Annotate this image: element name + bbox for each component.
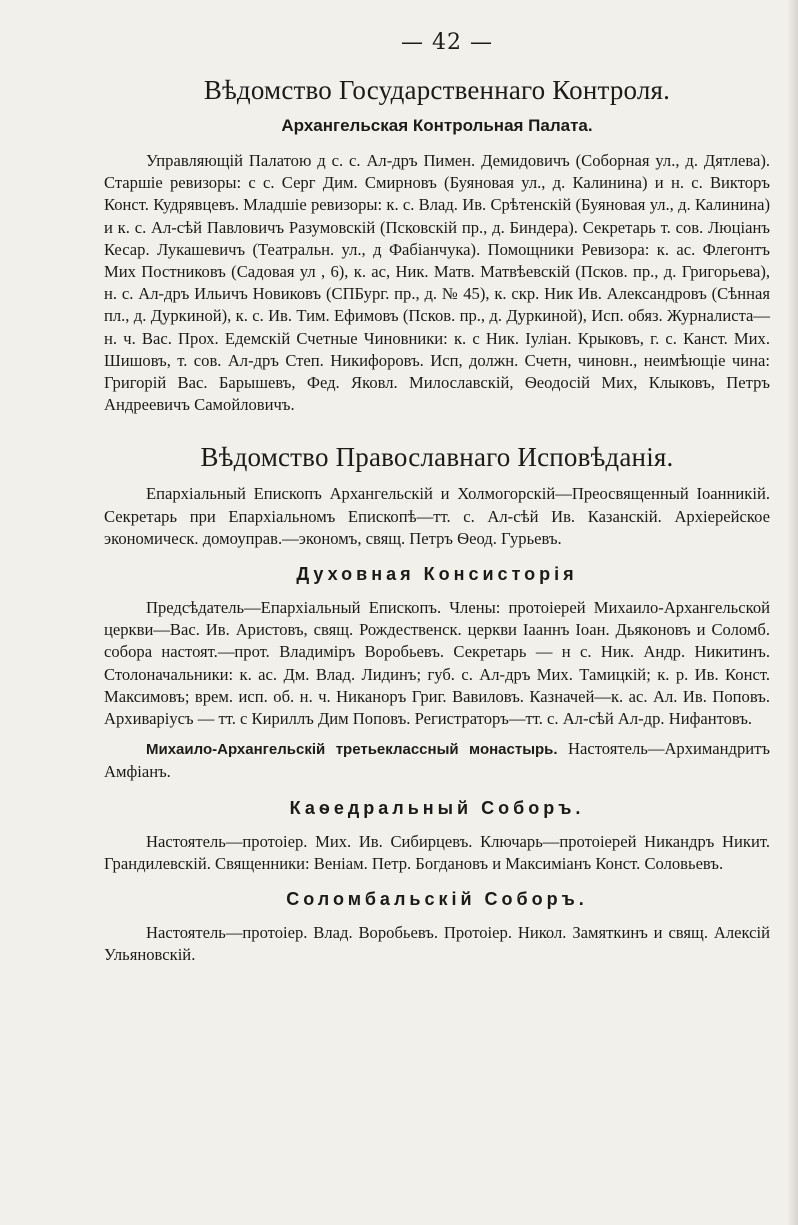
section-gap <box>104 424 770 442</box>
paragraph-solombala: Настоятель—протоіер. Влад. Воробьевъ. Протоіер. Никол. Замяткинъ и свящ. Алексій Ульяновскій. <box>104 923 770 965</box>
paragraph-control-chamber: Управляющій Палатою д с. с. Ал-дръ Пимен. Демидовичъ (Соборная ул., д. Дятлева). Старшіе ревизоры: с с. Серг Дим. Смирновъ (Буяновая ул., д. Калинина) и н. с. Викторъ Конст. Кудрявцевъ. Младшіе ревизоры: к. с. Влад. Ив. Срѣтенскій (Буяновая ул., д. Калинина) и к. с. Ал-сѣй Павловичъ Разумовскій (Псковскій пр., д. Биндера). Секретарь т. сов. Люціанъ Кесар. Лукашевичъ (Театральн. ул., д Фабіанчука). Помощники Ревизора: к. ас. Флегонтъ Мих Постниковъ (Садовая ул , 6), к. ас, Ник. Матв. Матвѣевскій (Псков. пр., д. Григорьева), н. с. Ал-дръ Ильичъ Новиковъ (СПБург. пр., д. № 45), к. скр. Ник Ив. Александровъ (Сѣнная пл., д. Дуркиной), к. с. Ив. Тим. Ефимовъ (Псков. пр., д. Дуркиной), Исп. обяз. Журналиста—н. ч. Вас. Прох. Едемскій Счетные Чиновники: к. с Ник. Іуліан. Крыковъ, г. с. Канст. Мих. Шишовъ, т. сов. Ал-дръ Степ. Никифоровъ. Исп, должн. Счетн, чиновн., неимѣющіе чина: Григорій Вас. Барышевъ, Фед. Яковл. Милославскій, Ѳеодосій Мих, Клыковъ, Петръ Андреевичъ Самойловичъ. <box>104 151 770 415</box>
paragraph-monastery <box>104 738 770 783</box>
heading-cathedral: Каѳедральный Соборъ. <box>289 797 585 818</box>
heading-orthodox-dept: Вѣдомство Православнаго Исповѣданія. <box>200 442 674 473</box>
heading-state-control: Вѣдомство Государственнаго Контроля. <box>203 75 671 105</box>
paragraph-cathedral: Настоятель—протоіер. Мих. Ив. Сибирцевъ. Ключарь—протоіерей Никандръ Никит. Грандилевскій. Священники: Веніам. Петр. Богдановъ и Максиміанъ Конст. Соловьевъ. <box>104 831 770 873</box>
page-number: — 42 — <box>401 30 493 55</box>
subheading-control-chamber: Архангельская Контрольная Палата. <box>281 116 593 135</box>
monastery-text: Настоятель—Архимандритъ Амфіанъ. <box>104 739 770 782</box>
monastery-name: Михаило-Архангельскій третьеклассный монастырь. <box>146 741 558 759</box>
heading-consistory: Духовная Консисторія <box>296 564 578 585</box>
paragraph-consistory: Предсѣдатель—Епархіальный Епископъ. Члены: протоіерей Михаило-Архангельской церкви—Вас. Ив. Аристовъ, свящ. Рождественск. церкви Іааннъ Іоан. Дьяконовъ и Соломб. собора настоят.—прот. Владиміръ Воробьевъ. Секретарь — н с. Ник. Андр. Никитинъ. Столоначальники: к. ас. Дм. Влад. Лидинъ; губ. с. Ал-дръ Мих. Тамицкій; к. р. Ив. Конст. Максимовъ; врем. исп. об. н. ч. Никаноръ Григ. Вавиловъ. Казначей—к. ас. Ал. Ив. Поповъ. Архиваріусъ — тт. с Кириллъ Дим Поповъ. Регистраторъ—тт. с. Ал-сѣй Ал-др. Нифантовъ. <box>104 598 770 729</box>
heading-solombala: Соломбальскій Соборъ. <box>286 889 588 910</box>
paragraph-orthodox-dept: Епархіальный Епископъ Архангельскій и Холмогорскій—Преосвященный Іоанникій. Секретарь при Епархіальномъ Епископѣ—тт. с. Ал-сѣй Ив. Казанскій. Архіерейское экономическ. домоуправ.—экономъ, свящ. Петръ Ѳеод. Гурьевъ. <box>104 484 770 548</box>
